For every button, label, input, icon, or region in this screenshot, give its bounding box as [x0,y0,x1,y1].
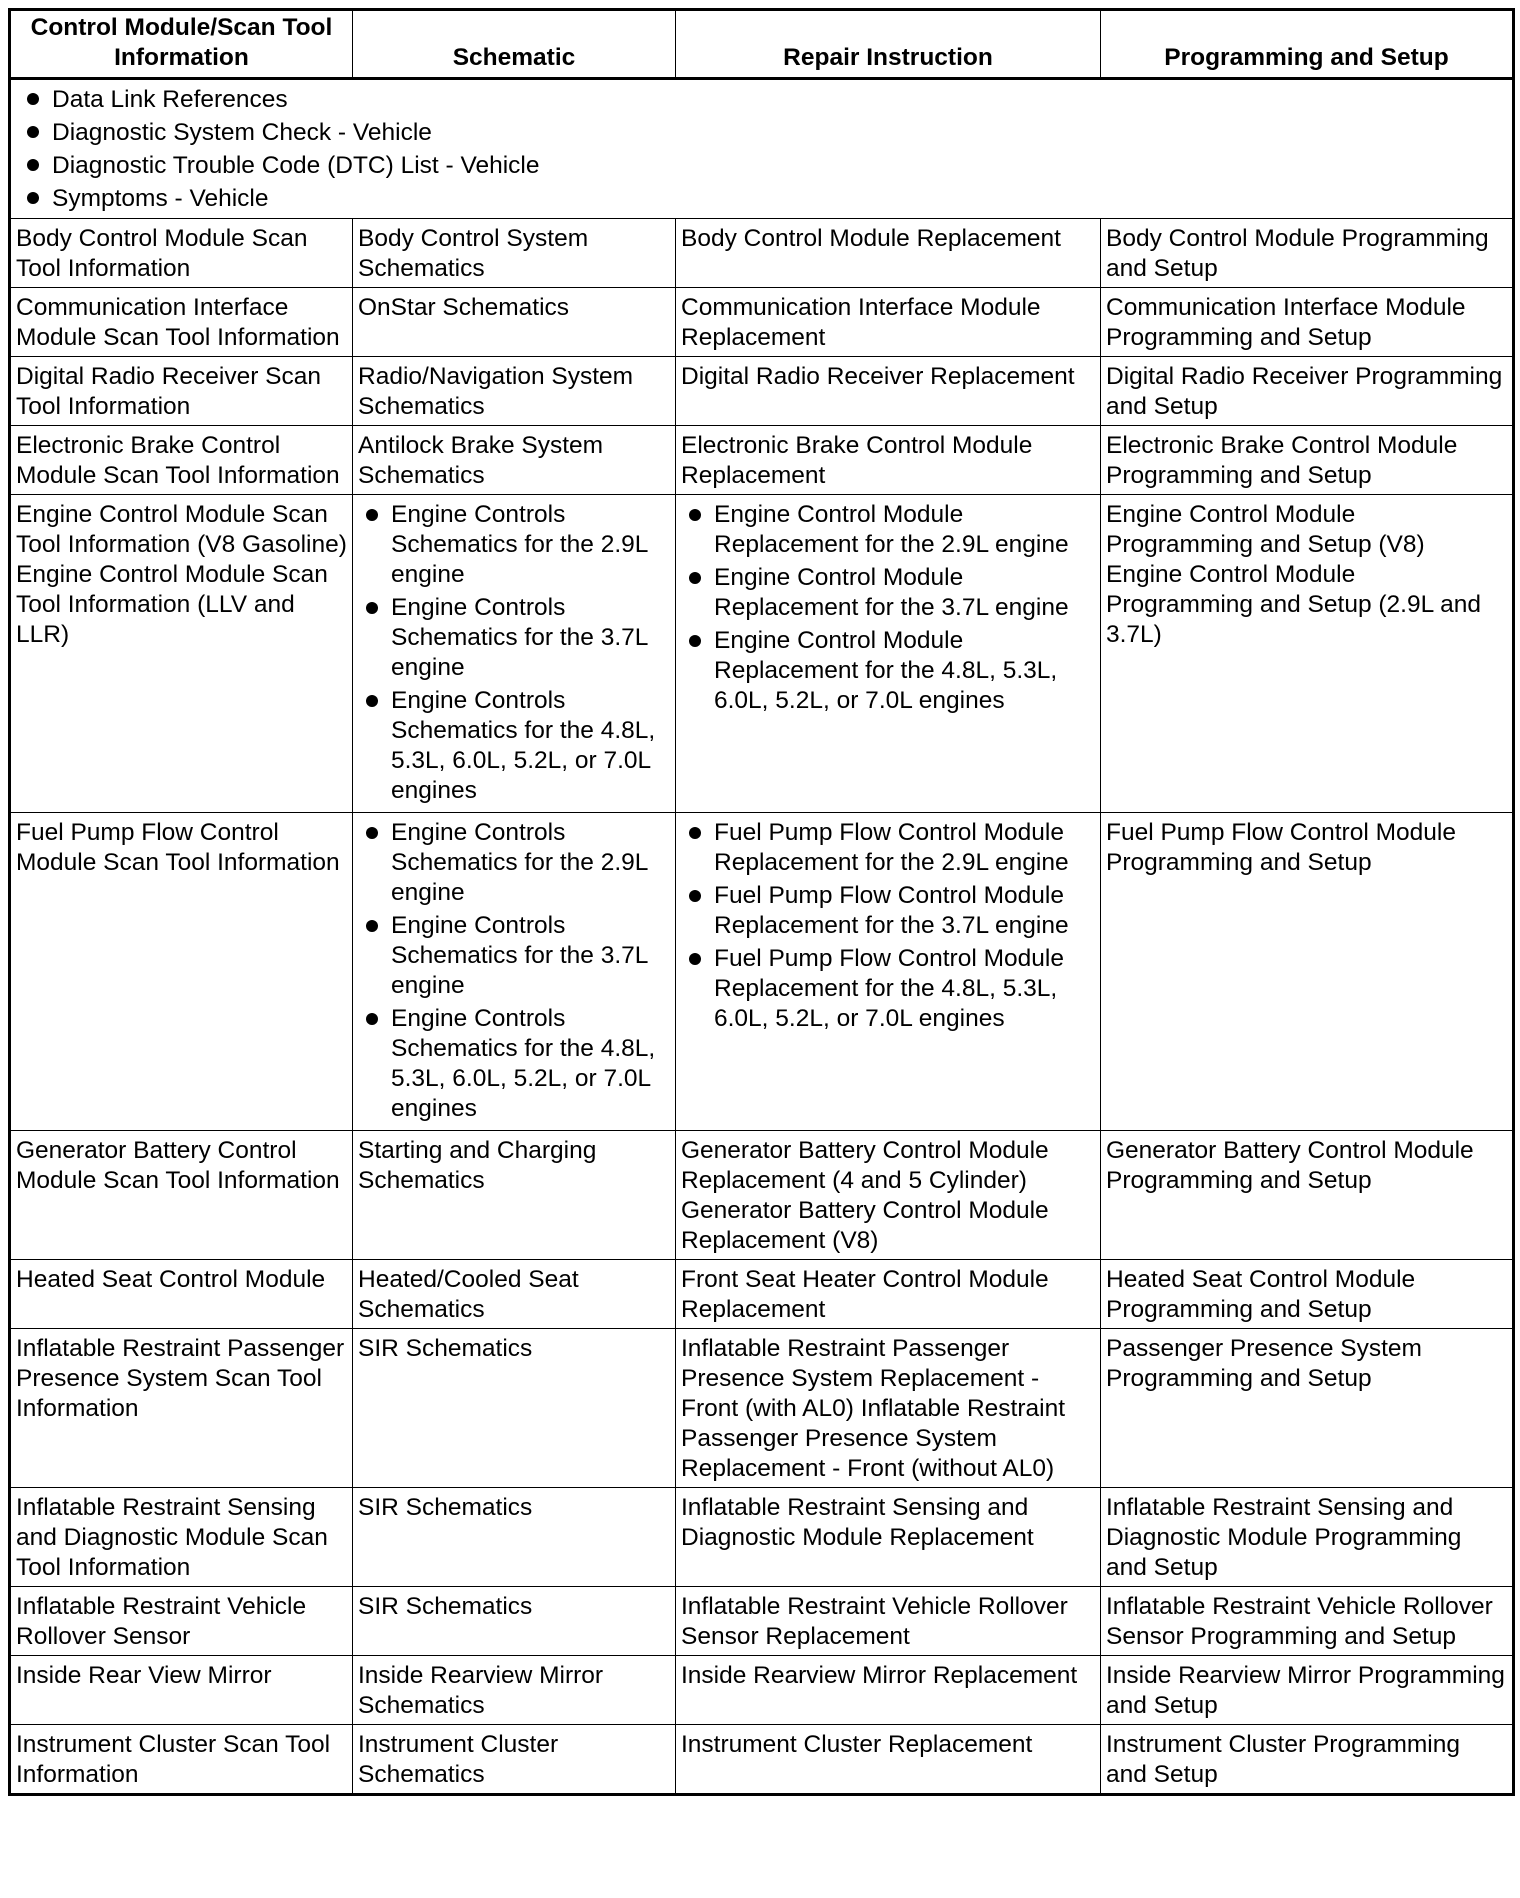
table-row [10,495,1514,813]
cell-programming: Inflatable Restraint Sensing and Diagnostic Module Programming and Setup [1101,1488,1514,1587]
table-row [10,1329,1514,1488]
table-row [10,1488,1514,1587]
header-row [10,10,1514,79]
table-row [10,288,1514,357]
cell-repair [676,1131,1101,1260]
cell-schematic: Body Control System Schematics [353,219,676,288]
cell-schematic [353,813,676,1131]
list-item: Fuel Pump Flow Control Module Replacement for the 3.7L engine [681,881,1095,941]
cell-repair: Inflatable Restraint Vehicle Rollover Sensor Replacement [676,1587,1101,1656]
header-repair: Repair Instruction [676,10,1101,79]
header-module: Control Module/Scan Tool Information [10,10,353,79]
list-item: Diagnostic Trouble Code (DTC) List - Vehicle [19,150,1504,181]
cell-module: Inflatable Restraint Passenger Presence System Scan Tool Information [10,1329,353,1488]
list-item: Engine Controls Schematics for the 2.9L engine [358,500,670,590]
cell-module: Inflatable Restraint Sensing and Diagnostic Module Scan Tool Information [10,1488,353,1587]
cell-repair: Digital Radio Receiver Replacement [676,357,1101,426]
table-row [10,1131,1514,1260]
table-row [10,1656,1514,1725]
table-row [10,357,1514,426]
programming-line: Engine Control Module Programming and Setup (V8) [1106,501,1425,558]
cell-programming: Body Control Module Programming and Setup [1101,219,1514,288]
list-item: Fuel Pump Flow Control Module Replacement for the 4.8L, 5.3L, 6.0L, 5.2L, or 7.0L engines [681,944,1095,1034]
list-item: Engine Controls Schematics for the 3.7L engine [358,593,670,683]
cell-schematic: SIR Schematics [353,1329,676,1488]
list-item: Data Link References [19,84,1504,115]
table-row [10,219,1514,288]
cell-schematic: SIR Schematics [353,1488,676,1587]
cell-schematic: SIR Schematics [353,1587,676,1656]
programming-line: Engine Control Module Programming and Setup (2.9L and 3.7L) [1106,561,1481,648]
repair-line: Generator Battery Control Module Replacement (V8) [681,1197,1049,1254]
schematic-list [358,818,670,1124]
list-item: Engine Controls Schematics for the 3.7L engine [358,911,670,1001]
header-schematic: Schematic [353,10,676,79]
cell-programming: Generator Battery Control Module Programming and Setup [1101,1131,1514,1260]
header-programming: Programming and Setup [1101,10,1514,79]
cell-programming: Fuel Pump Flow Control Module Programming and Setup [1101,813,1514,1131]
cell-repair: Inflatable Restraint Sensing and Diagnostic Module Replacement [676,1488,1101,1587]
list-item: Diagnostic System Check - Vehicle [19,117,1504,148]
cell-programming: Heated Seat Control Module Programming and Setup [1101,1260,1514,1329]
cell-schematic [353,495,676,813]
cell-module: Engine Control Module Scan Tool Information (V8 Gasoline) Engine Control Module Scan Tool Information (LLV and LLR) [10,495,353,813]
cell-repair: Communication Interface Module Replacement [676,288,1101,357]
repair-list [681,818,1095,1034]
cell-module: Inside Rear View Mirror [10,1656,353,1725]
cell-schematic: Instrument Cluster Schematics [353,1725,676,1795]
cell-programming: Instrument Cluster Programming and Setup [1101,1725,1514,1795]
cell-module: Fuel Pump Flow Control Module Scan Tool Information [10,813,353,1131]
list-item: Engine Controls Schematics for the 4.8L, 5.3L, 6.0L, 5.2L, or 7.0L engines [358,686,670,806]
cell-repair: Inside Rearview Mirror Replacement [676,1656,1101,1725]
cell-programming [1101,495,1514,813]
cell-repair: Inflatable Restraint Passenger Presence System Replacement - Front (with AL0) Inflatable Restraint Passenger Presence System Replacement - Front (without AL0) [676,1329,1101,1488]
list-item: Symptoms - Vehicle [19,183,1504,214]
cell-repair [676,813,1101,1131]
cell-module: Communication Interface Module Scan Tool Information [10,288,353,357]
cell-programming: Inflatable Restraint Vehicle Rollover Sensor Programming and Setup [1101,1587,1514,1656]
cell-schematic: Starting and Charging Schematics [353,1131,676,1260]
cell-repair: Instrument Cluster Replacement [676,1725,1101,1795]
cell-module: Inflatable Restraint Vehicle Rollover Sensor [10,1587,353,1656]
table-row [10,1725,1514,1795]
repair-list [681,500,1095,716]
cell-schematic: Inside Rearview Mirror Schematics [353,1656,676,1725]
table-row [10,426,1514,495]
cell-programming: Inside Rearview Mirror Programming and Setup [1101,1656,1514,1725]
list-item: Engine Control Module Replacement for the 3.7L engine [681,563,1095,623]
cell-module: Heated Seat Control Module [10,1260,353,1329]
general-references-cell [10,79,1514,219]
cell-programming: Electronic Brake Control Module Programming and Setup [1101,426,1514,495]
cell-module: Body Control Module Scan Tool Information [10,219,353,288]
list-item: Fuel Pump Flow Control Module Replacement for the 2.9L engine [681,818,1095,878]
cell-repair [676,495,1101,813]
list-item: Engine Control Module Replacement for the 4.8L, 5.3L, 6.0L, 5.2L, or 7.0L engines [681,626,1095,716]
cell-repair: Body Control Module Replacement [676,219,1101,288]
cell-programming: Digital Radio Receiver Programming and Setup [1101,357,1514,426]
list-item: Engine Controls Schematics for the 4.8L, 5.3L, 6.0L, 5.2L, or 7.0L engines [358,1004,670,1124]
cell-module: Generator Battery Control Module Scan Tool Information [10,1131,353,1260]
cell-module: Electronic Brake Control Module Scan Tool Information [10,426,353,495]
cell-programming: Passenger Presence System Programming and Setup [1101,1329,1514,1488]
cell-schematic: OnStar Schematics [353,288,676,357]
table-row [10,1587,1514,1656]
cell-schematic: Antilock Brake System Schematics [353,426,676,495]
cell-schematic: Radio/Navigation System Schematics [353,357,676,426]
table-row [10,1260,1514,1329]
repair-line: Generator Battery Control Module Replacement (4 and 5 Cylinder) [681,1137,1049,1194]
general-references-row [10,79,1514,219]
schematic-list [358,500,670,806]
cell-programming: Communication Interface Module Programming and Setup [1101,288,1514,357]
cell-module: Digital Radio Receiver Scan Tool Information [10,357,353,426]
cell-schematic: Heated/Cooled Seat Schematics [353,1260,676,1329]
cell-module: Instrument Cluster Scan Tool Information [10,1725,353,1795]
list-item: Engine Control Module Replacement for the 2.9L engine [681,500,1095,560]
list-item: Engine Controls Schematics for the 2.9L engine [358,818,670,908]
cell-repair: Electronic Brake Control Module Replacement [676,426,1101,495]
reference-table [8,8,1515,1796]
cell-repair: Front Seat Heater Control Module Replacement [676,1260,1101,1329]
general-references-list [19,84,1504,214]
table-row [10,813,1514,1131]
